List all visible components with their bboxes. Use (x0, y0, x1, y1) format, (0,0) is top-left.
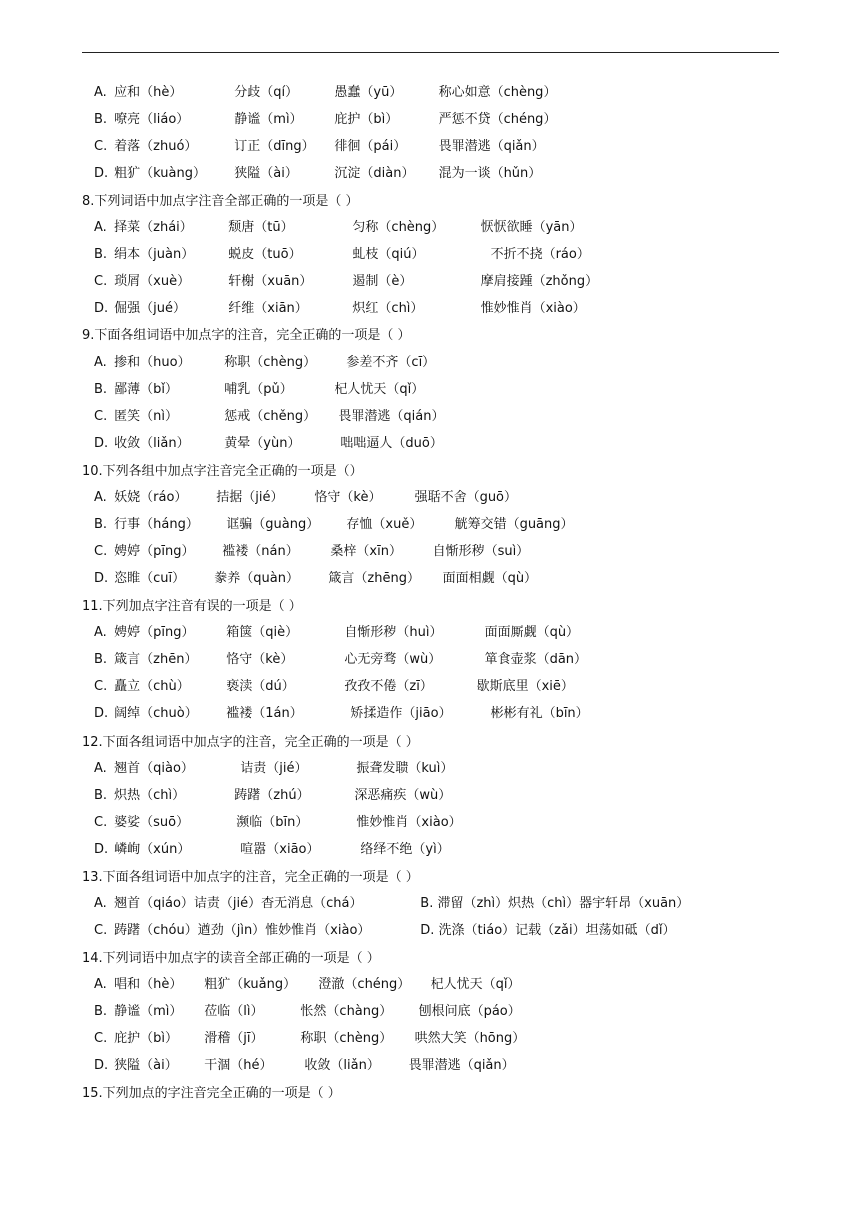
option-letter: B. (94, 112, 108, 127)
option-letter: D. (94, 166, 109, 181)
word-item: 惟妙惟肖（xiào） (356, 815, 462, 830)
word-item: 匀称（chèng） (352, 220, 445, 235)
option-letter: C. (94, 815, 108, 830)
word-item: 娉婷（pīng） (114, 544, 195, 559)
word-item: 翘首（qiáo）诘责（jié）杳无消息（chá） (114, 896, 363, 911)
option-letter: B. (94, 247, 108, 262)
word-item: 怅然（chàng） (300, 1004, 393, 1019)
word-item: 褴褛（nán） (222, 544, 299, 559)
word-item: 澄澈（chéng） (318, 977, 411, 992)
word-item: 恹恹欲睡（yān） (480, 220, 583, 235)
option-letter: B. (94, 652, 108, 667)
option-letter: C. (94, 679, 108, 694)
word-item: 庇护（bì） (114, 1031, 179, 1046)
word-item: 订正（dīng） (234, 139, 315, 154)
option-letter: B. (94, 382, 108, 397)
word-item: 干涸（hé） (204, 1058, 273, 1073)
word-item: 参差不齐（cī） (346, 355, 436, 370)
word-item: 狭隘（ài） (114, 1058, 178, 1073)
word-item: 矗立（chù） (114, 679, 190, 694)
word-item: 心无旁骛（wù） (344, 652, 442, 667)
word-item: 蜕皮（tuō） (228, 247, 302, 262)
option-row (94, 677, 574, 697)
word-item: 收敛（liǎn） (304, 1058, 380, 1073)
word-item: B. 滞留（zhì）炽热（chì）器宇轩昂（xuān） (420, 896, 690, 911)
word-item: 振聋发聩（kuì） (356, 761, 454, 776)
word-item: 静谧（mì） (114, 1004, 183, 1019)
word-item: 摩肩接踵（zhǒng） (480, 274, 599, 289)
word-item: 静谧（mì） (234, 112, 303, 127)
word-item: 遏制（è） (352, 274, 413, 289)
word-item: 亵渎（dú） (226, 679, 295, 694)
word-item: 沉淀（diàn） (334, 166, 415, 181)
word-item: 炽红（chì） (352, 301, 424, 316)
word-item: 行事（háng） (114, 517, 199, 532)
word-item: 琐屑（xuè） (114, 274, 191, 289)
word-item: 轩榭（xuān） (228, 274, 313, 289)
word-item: 面面相觑（qù） (442, 571, 538, 586)
word-item: 粗犷（kuàng） (114, 166, 206, 181)
question-stem: 10.下列各组中加点字注音完全正确的一项是（） (82, 464, 363, 479)
option-letter: D. (94, 842, 109, 857)
word-item: 狭隘（ài） (234, 166, 298, 181)
word-item: 哄然大笑（hōng） (414, 1031, 526, 1046)
word-item: 箱箧（qiè） (226, 625, 299, 640)
word-item: 箴言（zhēn） (114, 652, 198, 667)
option-row (94, 894, 689, 914)
option-row (94, 786, 451, 806)
option-letter: D. (94, 301, 109, 316)
option-row (94, 164, 541, 184)
question-stem: 15.下列加点的字注音完全正确的一项是（ ） (82, 1086, 341, 1101)
word-item: 严惩不贷（chéng） (438, 112, 557, 127)
word-item: 存恤（xuě） (346, 517, 423, 532)
word-item: 喧嚣（xiāo） (240, 842, 320, 857)
word-item: 褴褛（1án） (226, 706, 303, 721)
word-item: 拮据（jié） (216, 490, 284, 505)
word-item: 倔强（jué） (114, 301, 186, 316)
word-item: 唱和（hè） (114, 977, 183, 992)
option-letter: C. (94, 1031, 108, 1046)
word-item: 刨根问底（páo） (418, 1004, 521, 1019)
word-item: 畏罪潜逃（qiǎn） (408, 1058, 515, 1073)
option-letter: A. (94, 355, 107, 370)
word-item: 滑稽（jī） (204, 1031, 264, 1046)
question-stem: 9.下面各组词语中加点字的注音，完全正确的一项是（ ） (82, 328, 411, 343)
word-item: 强聒不舍（guō） (414, 490, 518, 505)
option-letter: A. (94, 896, 107, 911)
option-letter: B. (94, 1004, 108, 1019)
word-item: 着落（zhuó） (114, 139, 198, 154)
word-item: 箪食壶浆（dān） (484, 652, 588, 667)
option-row (94, 272, 598, 292)
option-letter: A. (94, 220, 107, 235)
option-row (94, 813, 462, 833)
word-item: 面面厮觑（qù） (484, 625, 580, 640)
option-row (94, 1029, 525, 1049)
word-item: 诘责（jié） (240, 761, 308, 776)
option-row (94, 434, 443, 454)
option-row (94, 380, 424, 400)
option-letter: C. (94, 544, 108, 559)
option-row (94, 488, 517, 508)
word-item: 自惭形秽（huì） (344, 625, 443, 640)
question-stem: 14.下列词语中加点字的读音全部正确的一项是（ ） (82, 951, 380, 966)
word-item: 翘首（qiào） (114, 761, 194, 776)
word-item: 应和（hè） (114, 85, 183, 100)
option-row (94, 83, 556, 103)
word-item: 踌躇（zhú） (234, 788, 310, 803)
option-letter: A. (94, 85, 107, 100)
word-item: 婆娑（suō） (114, 815, 190, 830)
word-item: 虬枝（qiú） (352, 247, 425, 262)
option-letter: A. (94, 490, 107, 505)
option-row (94, 704, 589, 724)
word-item: 歇斯底里（xiē） (476, 679, 574, 694)
word-item: 惟妙惟肖（xiào） (480, 301, 586, 316)
word-item: 诓骗（guàng） (226, 517, 320, 532)
option-row (94, 515, 574, 535)
option-row (94, 1056, 515, 1076)
word-item: 分歧（qí） (234, 85, 299, 100)
option-row (94, 137, 545, 157)
word-item: 觥筹交错（guāng） (454, 517, 574, 532)
word-item: 濒临（bīn） (236, 815, 309, 830)
header-rule (82, 52, 779, 53)
word-item: 粗犷（kuǎng） (204, 977, 297, 992)
option-letter: C. (94, 923, 108, 938)
word-item: 杞人忧天（qǐ） (430, 977, 521, 992)
word-item: 炽热（chì） (114, 788, 186, 803)
word-item: 徘徊（pái） (334, 139, 407, 154)
option-letter: B. (94, 788, 108, 803)
word-item: 称职（chèng） (224, 355, 317, 370)
option-row (94, 353, 435, 373)
option-row (94, 623, 579, 643)
word-item: 鄙薄（bǐ） (114, 382, 179, 397)
option-row (94, 921, 675, 941)
word-item: 不折不挠（ráo） (490, 247, 590, 262)
question-stem: 12.下面各组词语中加点字的注音，完全正确的一项是（ ） (82, 735, 419, 750)
word-item: 绢本（juàn） (114, 247, 195, 262)
word-item: 箴言（zhēng） (328, 571, 420, 586)
word-item: 自惭形秽（suì） (432, 544, 530, 559)
option-letter: C. (94, 274, 108, 289)
option-row (94, 245, 590, 265)
word-item: 恣睢（cuī） (114, 571, 186, 586)
question-stem: 11.下列加点字注音有误的一项是（ ） (82, 599, 302, 614)
word-item: 嶙峋（xún） (114, 842, 191, 857)
word-item: 娉婷（pīng） (114, 625, 195, 640)
word-item: 畏罪潜逃（qiǎn） (438, 139, 545, 154)
question-stem: 8.下列词语中加点字注音全部正确的一项是（ ） (82, 194, 359, 209)
option-row (94, 975, 520, 995)
word-item: 掺和（huo） (114, 355, 191, 370)
word-item: 杞人忧天（qǐ） (334, 382, 425, 397)
option-letter: C. (94, 139, 108, 154)
option-row (94, 407, 445, 427)
option-letter: A. (94, 625, 107, 640)
option-letter: A. (94, 977, 107, 992)
option-letter: D. (94, 706, 109, 721)
option-letter: D. (94, 436, 109, 451)
word-item: 称心如意（chèng） (438, 85, 557, 100)
option-letter: B. (94, 517, 108, 532)
option-row (94, 1002, 521, 1022)
question-stem: 13.下面各组词语中加点字的注音，完全正确的一项是（ ） (82, 870, 419, 885)
word-item: 踌躇（chóu）遒劲（jìn）惟妙惟肖（xiào） (114, 923, 371, 938)
word-item: 混为一谈（hǔn） (438, 166, 542, 181)
word-item: 恪守（kè） (226, 652, 294, 667)
word-item: 咄咄逼人（duō） (340, 436, 443, 451)
word-item: 择菜（zhái） (114, 220, 193, 235)
word-item: 矫揉造作（jiāo） (350, 706, 452, 721)
word-item: 黄晕（yùn） (224, 436, 301, 451)
word-item: 匿笑（nì） (114, 409, 178, 424)
word-item: 颓唐（tū） (228, 220, 294, 235)
word-item: 嘹亮（liáo） (114, 112, 190, 127)
word-item: 哺乳（pǔ） (224, 382, 293, 397)
word-item: 愚蠢（yū） (334, 85, 403, 100)
option-row (94, 218, 582, 238)
option-letter: C. (94, 409, 108, 424)
word-item: D. 洗涤（tiáo）记载（zǎi）坦荡如砥（dǐ） (420, 923, 676, 938)
option-row (94, 650, 587, 670)
word-item: 莅临（lì） (204, 1004, 264, 1019)
option-row (94, 569, 537, 589)
word-item: 恪守（kè） (314, 490, 382, 505)
option-row (94, 759, 453, 779)
word-item: 阔绰（chuò） (114, 706, 198, 721)
word-item: 称职（chèng） (300, 1031, 393, 1046)
word-item: 孜孜不倦（zī） (344, 679, 433, 694)
option-letter: D. (94, 1058, 109, 1073)
word-item: 深恶痛疾（wù） (354, 788, 452, 803)
word-item: 豢养（quàn） (214, 571, 299, 586)
word-item: 收敛（liǎn） (114, 436, 190, 451)
word-item: 畏罪潜逃（qián） (338, 409, 445, 424)
word-item: 庇护（bì） (334, 112, 399, 127)
word-item: 惩戒（chěng） (224, 409, 317, 424)
word-item: 纤维（xiān） (228, 301, 308, 316)
option-letter: D. (94, 571, 109, 586)
word-item: 桑梓（xīn） (330, 544, 402, 559)
word-item: 络绎不绝（yì） (360, 842, 450, 857)
option-row (94, 840, 450, 860)
word-item: 妖娆（ráo） (114, 490, 188, 505)
option-row (94, 299, 586, 319)
option-row (94, 542, 529, 562)
option-letter: A. (94, 761, 107, 776)
option-row (94, 110, 556, 130)
word-item: 彬彬有礼（bīn） (490, 706, 589, 721)
